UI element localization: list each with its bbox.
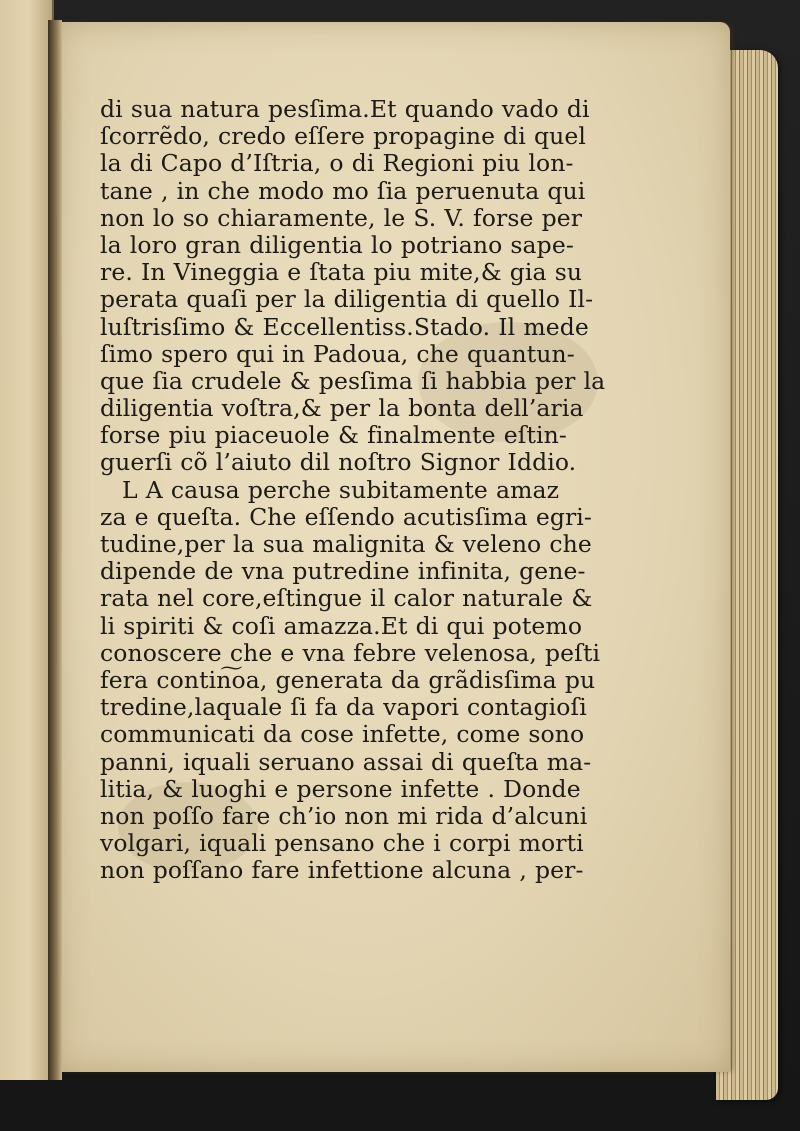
text-line: communicati da cose infette, come sono xyxy=(100,720,585,749)
book-gutter xyxy=(48,20,62,1080)
text-line: li spiriti & coſi amazza.Et di qui potemo xyxy=(100,611,583,640)
text-line: conoscere che e vna febre velenosa, peſti xyxy=(100,638,601,667)
paragraph-start-line: L A causa perche subitamente amaz xyxy=(122,475,560,504)
text-line: non poſſano fare infettione alcuna , per- xyxy=(100,856,584,885)
text-line: non lo so chiaramente, le S. V. forse per xyxy=(100,203,583,232)
text-line: za e queſta. Che eſſendo acutisſima egri- xyxy=(100,502,592,531)
text-line: tudine,per la sua malignita & veleno che xyxy=(100,530,592,558)
text-line: non poſſo fare ch’io non mi rida d’alcuni xyxy=(100,801,588,830)
text-line: ſcorrẽdo, credo eſſere propagine di quel xyxy=(100,122,586,151)
text-line: perata quaſi per la diligentia di quello Il- xyxy=(100,285,594,314)
text-line: tane , in che modo mo ſia peruenuta qui xyxy=(100,176,586,205)
text-line: panni, iquali seruano assai di queſta ma- xyxy=(100,747,592,776)
text-line: tredine,laquale ſi fa da vapori contagioſi xyxy=(100,693,587,722)
text-line: forse piu piaceuole & finalmente eſtin- xyxy=(100,421,567,450)
text-line: re. In Vineggia e ſtata piu mite,& gia su xyxy=(100,258,583,287)
text-line: dipende de vna putredine infinita, gene- xyxy=(100,557,586,586)
text-line: la loro gran diligentia lo potriano sape- xyxy=(100,230,574,259)
text-line: litia, & luoghi e persone infette . Donde xyxy=(100,774,581,803)
text-line: guerſi cõ l’aiuto dil noſtro Signor Iddio. xyxy=(100,448,577,477)
body-text xyxy=(100,95,606,885)
previous-page-edge xyxy=(0,0,54,1080)
text-line: que ſia crudele & pesſima ſi habbia per la xyxy=(100,366,606,395)
text-line: volgari, iquali pensano che i corpi morti xyxy=(100,829,584,858)
text-line: la di Capo d’Iſtria, o di Regioni piu lon- xyxy=(100,149,574,178)
text-line: ſimo spero qui in Padoua, che quantun- xyxy=(100,339,575,368)
text-line: diligentia voſtra,& per la bonta dell’aria xyxy=(100,394,584,423)
text-line: luſtrisſimo & Eccellentiss.Stado. Il mede xyxy=(100,312,589,341)
text-line: fera contin͠oa, generata da grãdisſima pu xyxy=(100,665,596,694)
text-line: rata nel core,eſtingue il calor naturale & xyxy=(100,584,593,613)
text-line: di sua natura pesſima.Et quando vado di xyxy=(100,95,590,123)
